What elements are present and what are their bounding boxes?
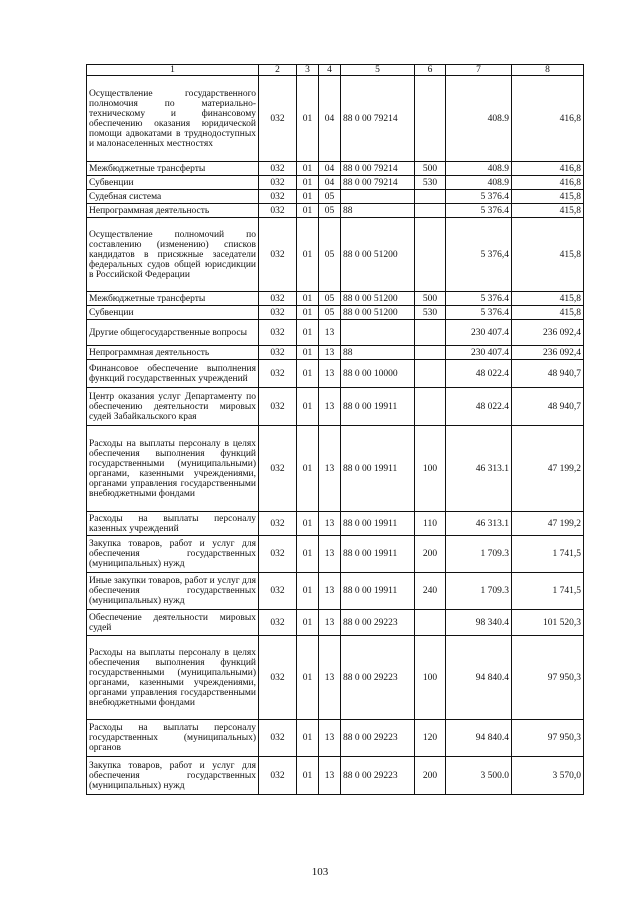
col7-cell: 48 022.4 (446, 388, 512, 426)
col2-cell: 032 (259, 512, 297, 536)
col5-cell: 88 0 00 79214 (341, 176, 415, 190)
col8-cell: 415,8 (512, 190, 584, 204)
col5-cell: 88 0 00 19911 (341, 388, 415, 426)
col2-cell: 032 (259, 204, 297, 218)
col8-cell: 48 940,7 (512, 388, 584, 426)
col4-cell: 13 (319, 346, 341, 360)
col6-cell (415, 76, 446, 162)
col5-cell: 88 0 00 29223 (341, 610, 415, 636)
budget-table (86, 64, 584, 795)
col5-cell: 88 (341, 346, 415, 360)
col2-cell: 032 (259, 306, 297, 320)
col4-cell: 13 (319, 573, 341, 610)
col2-cell: 032 (259, 610, 297, 636)
col2-cell: 032 (259, 536, 297, 573)
col8-cell: 97 950,3 (512, 720, 584, 757)
col3-cell: 01 (297, 636, 319, 720)
col6-cell: 200 (415, 536, 446, 573)
col3-cell: 01 (297, 426, 319, 512)
col3-cell: 01 (297, 176, 319, 190)
col6-cell (415, 320, 446, 346)
col2-cell: 032 (259, 162, 297, 176)
col5-cell: 88 0 00 51200 (341, 218, 415, 292)
col2-cell: 032 (259, 346, 297, 360)
col6-cell (415, 204, 446, 218)
col6-cell: 530 (415, 176, 446, 190)
col4-cell: 05 (319, 204, 341, 218)
col5-cell: 88 0 00 19911 (341, 512, 415, 536)
table-row (87, 346, 584, 360)
col4-cell: 04 (319, 176, 341, 190)
col2-cell: 032 (259, 636, 297, 720)
col7-cell: 5 376.4 (446, 190, 512, 204)
col8-cell: 236 092,4 (512, 320, 584, 346)
row-name-cell: Межбюджетные трансферты (87, 292, 259, 306)
col8-cell: 416,8 (512, 76, 584, 162)
col8-cell: 1 741,5 (512, 573, 584, 610)
col3-cell: 01 (297, 610, 319, 636)
col3-cell: 01 (297, 757, 319, 795)
col6-cell: 530 (415, 306, 446, 320)
col3-cell: 01 (297, 76, 319, 162)
col6-cell: 500 (415, 162, 446, 176)
table-row (87, 536, 584, 573)
col6-cell: 100 (415, 426, 446, 512)
col3-cell: 01 (297, 388, 319, 426)
col4-cell: 13 (319, 636, 341, 720)
col4-cell: 04 (319, 162, 341, 176)
col5-cell: 88 0 00 51200 (341, 306, 415, 320)
col6-cell (415, 218, 446, 292)
table-row (87, 320, 584, 346)
col8-cell: 416,8 (512, 162, 584, 176)
table-row (87, 426, 584, 512)
row-name-cell: Расходы на выплаты персоналу в целях обеспечения выполнения функций государственными (муниципальными) органами, казенными учреждениями, органами управления государственными внебюджетными фондами (87, 636, 259, 720)
col3-cell: 01 (297, 573, 319, 610)
col2-cell: 032 (259, 757, 297, 795)
col6-cell (415, 190, 446, 204)
col4-cell: 05 (319, 292, 341, 306)
row-name-cell: Судебная система (87, 190, 259, 204)
col3-cell: 01 (297, 536, 319, 573)
row-name-cell: Закупка товаров, работ и услуг для обеспечения государственных (муниципальных) нужд (87, 757, 259, 795)
row-name-cell: Расходы на выплаты персоналу государственных (муниципальных) органов (87, 720, 259, 757)
col7-cell: 48 022.4 (446, 360, 512, 388)
col5-cell: 88 0 00 51200 (341, 292, 415, 306)
col7-cell: 408.9 (446, 162, 512, 176)
col7-cell: 1 709.3 (446, 573, 512, 610)
col8-cell: 415,8 (512, 292, 584, 306)
table-row (87, 610, 584, 636)
table-row (87, 76, 584, 162)
row-name-cell: Осуществление государственного полномочия по материально-техническому и финансовому обеспечению оказания юридической помощи адвокатами в труднодоступных и малонаселенных местностях (87, 76, 259, 162)
col3-cell: 01 (297, 292, 319, 306)
col4-cell: 05 (319, 190, 341, 204)
table-row (87, 218, 584, 292)
row-name-cell: Иные закупки товаров, работ и услуг для обеспечения государственных (муниципальных) нужд (87, 573, 259, 610)
col4-cell: 13 (319, 757, 341, 795)
col7-cell: 46 313.1 (446, 512, 512, 536)
col6-cell: 110 (415, 512, 446, 536)
col4-cell: 05 (319, 306, 341, 320)
col8-cell: 47 199,2 (512, 426, 584, 512)
col3-cell: 01 (297, 720, 319, 757)
row-name-cell: Другие общегосударственные вопросы (87, 320, 259, 346)
col3-cell: 01 (297, 360, 319, 388)
col2-cell: 032 (259, 292, 297, 306)
column-header: 4 (319, 65, 341, 76)
col8-cell: 1 741,5 (512, 536, 584, 573)
col4-cell: 13 (319, 512, 341, 536)
col8-cell: 47 199,2 (512, 512, 584, 536)
col5-cell: 88 0 00 29223 (341, 757, 415, 795)
col5-cell: 88 (341, 204, 415, 218)
column-header: 5 (341, 65, 415, 76)
col5-cell: 88 0 00 19911 (341, 573, 415, 610)
row-name-cell: Субвенции (87, 306, 259, 320)
col7-cell: 98 340.4 (446, 610, 512, 636)
table-row (87, 162, 584, 176)
col7-cell: 94 840.4 (446, 720, 512, 757)
col2-cell: 032 (259, 573, 297, 610)
col8-cell: 101 520,3 (512, 610, 584, 636)
col2-cell: 032 (259, 218, 297, 292)
col6-cell: 200 (415, 757, 446, 795)
col6-cell: 240 (415, 573, 446, 610)
col2-cell: 032 (259, 360, 297, 388)
col6-cell: 100 (415, 636, 446, 720)
row-name-cell: Субвенции (87, 176, 259, 190)
row-name-cell: Расходы на выплаты персоналу казенных учреждений (87, 512, 259, 536)
col7-cell: 230 407.4 (446, 320, 512, 346)
col7-cell: 5 376.4 (446, 306, 512, 320)
column-header: 6 (415, 65, 446, 76)
col6-cell (415, 610, 446, 636)
col8-cell: 97 950,3 (512, 636, 584, 720)
row-name-cell: Центр оказания услуг Департаменту по обеспечению деятельности мировых судей Забайкальского края (87, 388, 259, 426)
col2-cell: 032 (259, 76, 297, 162)
row-name-cell: Обеспечение деятельности мировых судей (87, 610, 259, 636)
col5-cell: 88 0 00 19911 (341, 536, 415, 573)
col7-cell: 5 376,4 (446, 218, 512, 292)
col4-cell: 13 (319, 426, 341, 512)
col7-cell: 3 500.0 (446, 757, 512, 795)
col4-cell: 04 (319, 76, 341, 162)
col8-cell: 48 940,7 (512, 360, 584, 388)
col7-cell: 94 840.4 (446, 636, 512, 720)
column-header: 8 (512, 65, 584, 76)
table-row (87, 388, 584, 426)
col3-cell: 01 (297, 190, 319, 204)
table-row (87, 573, 584, 610)
row-name-cell: Расходы на выплаты персоналу в целях обеспечения выполнения функций государственными (муниципальными) органами, казенными учреждениями, органами управления государственными внебюджетными фондами (87, 426, 259, 512)
col6-cell (415, 388, 446, 426)
row-name-cell: Финансовое обеспечение выполнения функций государственных учреждений (87, 360, 259, 388)
col5-cell: 88 0 00 29223 (341, 720, 415, 757)
row-name-cell: Непрограммная деятельность (87, 204, 259, 218)
table-row (87, 512, 584, 536)
col3-cell: 01 (297, 218, 319, 292)
col5-cell: 88 0 00 79214 (341, 162, 415, 176)
col5-cell: 88 0 00 29223 (341, 636, 415, 720)
row-name-cell: Межбюджетные трансферты (87, 162, 259, 176)
col7-cell: 46 313.1 (446, 426, 512, 512)
col3-cell: 01 (297, 306, 319, 320)
col8-cell: 415,8 (512, 306, 584, 320)
col3-cell: 01 (297, 320, 319, 346)
row-name-cell: Непрограммная деятельность (87, 346, 259, 360)
col7-cell: 5 376.4 (446, 204, 512, 218)
col6-cell: 500 (415, 292, 446, 306)
col6-cell (415, 346, 446, 360)
table-row (87, 204, 584, 218)
table-row (87, 636, 584, 720)
col5-cell (341, 190, 415, 204)
table-row (87, 757, 584, 795)
col8-cell: 415,8 (512, 218, 584, 292)
col4-cell: 13 (319, 536, 341, 573)
col5-cell (341, 320, 415, 346)
col2-cell: 032 (259, 720, 297, 757)
col8-cell: 416,8 (512, 176, 584, 190)
col6-cell: 120 (415, 720, 446, 757)
col5-cell: 88 0 00 10000 (341, 360, 415, 388)
table-row (87, 176, 584, 190)
col4-cell: 05 (319, 218, 341, 292)
table-row (87, 190, 584, 204)
table-row (87, 292, 584, 306)
col8-cell: 415,8 (512, 204, 584, 218)
col2-cell: 032 (259, 176, 297, 190)
page-number: 103 (311, 866, 329, 878)
col7-cell: 408.9 (446, 76, 512, 162)
row-name-cell: Закупка товаров, работ и услуг для обеспечения государственных (муниципальных) нужд (87, 536, 259, 573)
col8-cell: 3 570,0 (512, 757, 584, 795)
col3-cell: 01 (297, 162, 319, 176)
table-row (87, 720, 584, 757)
table-row (87, 306, 584, 320)
col2-cell: 032 (259, 426, 297, 512)
table-row (87, 360, 584, 388)
col5-cell: 88 0 00 19911 (341, 426, 415, 512)
col2-cell: 032 (259, 190, 297, 204)
table-header-row (87, 65, 584, 76)
col4-cell: 13 (319, 610, 341, 636)
col3-cell: 01 (297, 512, 319, 536)
col4-cell: 13 (319, 388, 341, 426)
column-header: 7 (446, 65, 512, 76)
column-header: 2 (259, 65, 297, 76)
col4-cell: 13 (319, 720, 341, 757)
col4-cell: 13 (319, 360, 341, 388)
col3-cell: 01 (297, 346, 319, 360)
col7-cell: 5 376.4 (446, 292, 512, 306)
column-header: 3 (297, 65, 319, 76)
col7-cell: 1 709.3 (446, 536, 512, 573)
col6-cell (415, 360, 446, 388)
col3-cell: 01 (297, 204, 319, 218)
col8-cell: 236 092,4 (512, 346, 584, 360)
column-header: 1 (87, 65, 259, 76)
col7-cell: 408.9 (446, 176, 512, 190)
col4-cell: 13 (319, 320, 341, 346)
col7-cell: 230 407.4 (446, 346, 512, 360)
col2-cell: 032 (259, 320, 297, 346)
col5-cell: 88 0 00 79214 (341, 76, 415, 162)
col2-cell: 032 (259, 388, 297, 426)
row-name-cell: Осуществление полномочий по составлению (изменению) списков кандидатов в присяжные заседатели федеральных судов общей юрисдикции в Российской Федерации (87, 218, 259, 292)
